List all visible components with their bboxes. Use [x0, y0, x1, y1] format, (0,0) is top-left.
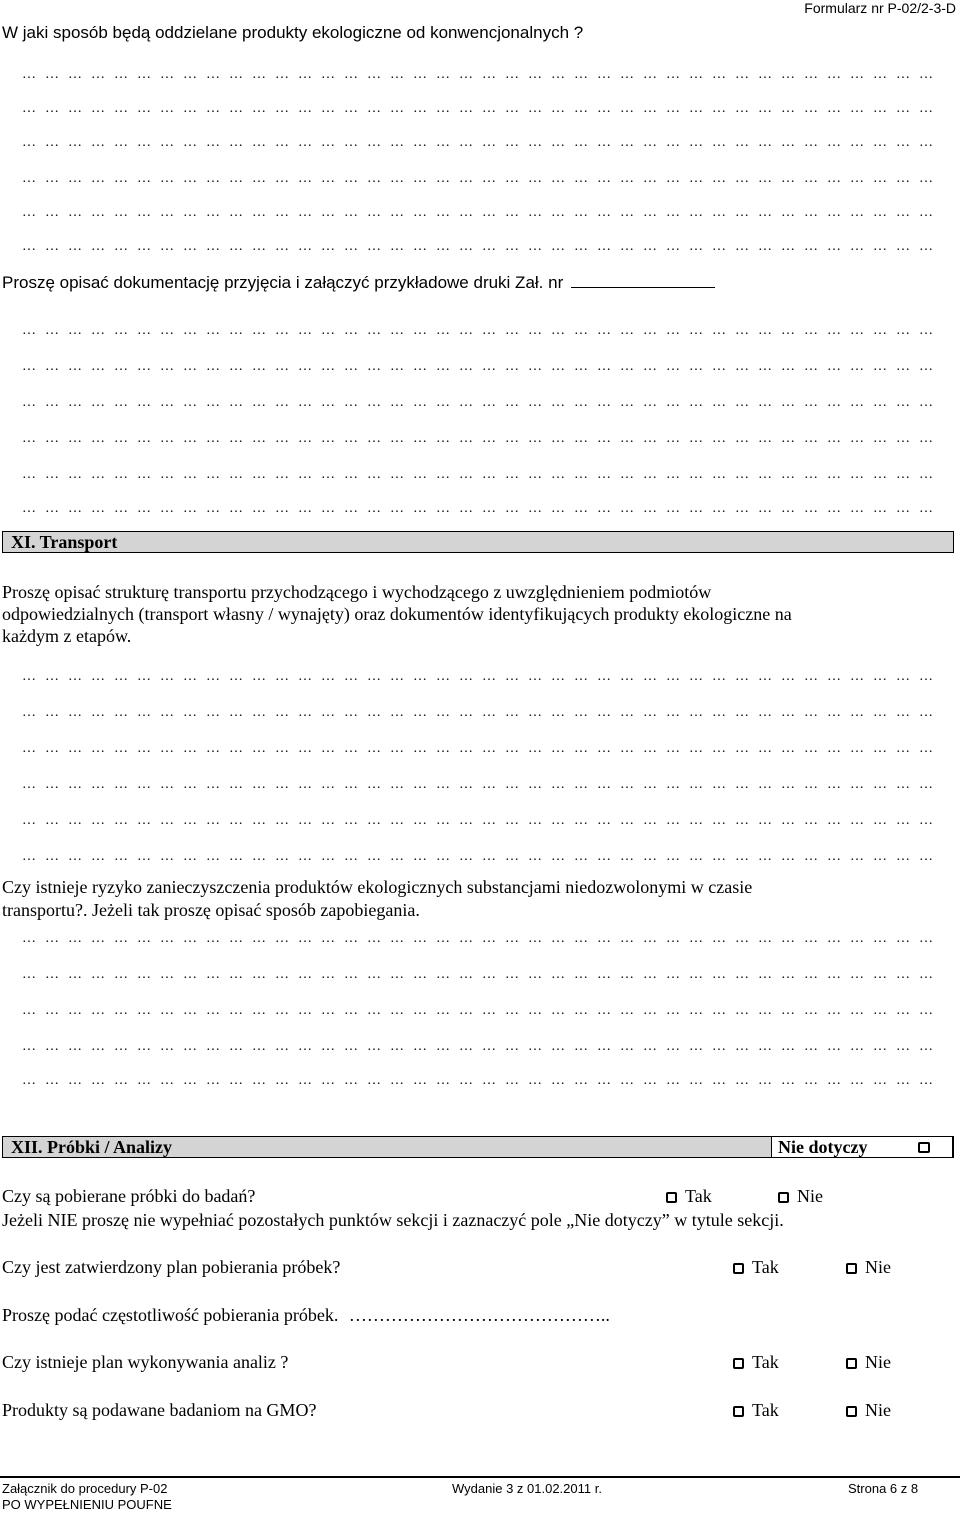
checkbox-icon[interactable]: [666, 1192, 677, 1203]
reception-question: [2, 272, 715, 294]
option-label: Nie: [865, 1400, 891, 1420]
frequency-question: [2, 1304, 610, 1326]
samples-question: Czy są pobierane próbki do badań?: [2, 1186, 256, 1206]
checkbox-icon[interactable]: [846, 1406, 857, 1417]
transport-paragraph-line: każdym z etapów.: [2, 626, 132, 646]
answer-line[interactable]: …………………………………………………………………………………………………………: [22, 136, 942, 150]
answer-line[interactable]: …………………………………………………………………………………………………………: [22, 68, 942, 82]
section-xi-header: [2, 531, 954, 553]
gmo-yes-option[interactable]: [733, 1399, 779, 1421]
frequency-label: Proszę podać częstotliwość pobierania próbek.: [2, 1305, 339, 1325]
transport-paragraph-line: odpowiedzialnych (transport własny / wynajęty) oraz dokumentów identyfikujących produkty ekologiczne na: [2, 604, 792, 624]
plan-yes-option[interactable]: [733, 1256, 779, 1278]
answer-line[interactable]: …………………………………………………………………………………………………………: [22, 932, 942, 946]
option-label: Nie: [797, 1186, 823, 1206]
answer-line[interactable]: …………………………………………………………………………………………………………: [22, 468, 942, 482]
answer-line[interactable]: …………………………………………………………………………………………………………: [22, 502, 942, 516]
question-separation: W jaki sposób będą oddzielane produkty ekologiczne od konwencjonalnych ?: [2, 23, 584, 42]
analysis-no-option[interactable]: [846, 1351, 891, 1373]
form-id: Formularz nr P-02/2-3-D: [804, 0, 956, 16]
frequency-field[interactable]: ……………………………………..: [348, 1305, 610, 1325]
gmo-question: Produkty są podawane badaniom na GMO?: [2, 1400, 317, 1420]
risk-question-line: transportu?. Jeżeli tak proszę opisać sposób zapobiegania.: [2, 900, 420, 920]
answer-line[interactable]: …………………………………………………………………………………………………………: [22, 670, 942, 684]
footer-edition: Wydanie 3 z 01.02.2011 r.: [452, 1481, 602, 1496]
answer-line[interactable]: …………………………………………………………………………………………………………: [22, 814, 942, 828]
option-label: Tak: [685, 1186, 712, 1206]
section-xii-title: XII. Próbki / Analizy: [11, 1137, 173, 1157]
answer-line[interactable]: …………………………………………………………………………………………………………: [22, 172, 942, 186]
plan-question: Czy jest zatwierdzony plan pobierania próbek?: [2, 1257, 341, 1277]
option-label: Tak: [752, 1257, 779, 1277]
not-applicable-label: Nie dotyczy: [778, 1137, 868, 1157]
answer-line[interactable]: …………………………………………………………………………………………………………: [22, 706, 942, 720]
footer-appendix: Załącznik do procedury P-02: [2, 1481, 168, 1496]
option-label: Tak: [752, 1400, 779, 1420]
option-label: Nie: [865, 1352, 891, 1372]
not-applicable-checkbox[interactable]: [918, 1142, 930, 1153]
gmo-no-option[interactable]: [846, 1399, 891, 1421]
answer-line[interactable]: …………………………………………………………………………………………………………: [22, 240, 942, 254]
samples-yes-option[interactable]: [666, 1185, 712, 1207]
section-xii-header: [2, 1136, 954, 1158]
option-label: Nie: [865, 1257, 891, 1277]
answer-line[interactable]: …………………………………………………………………………………………………………: [22, 102, 942, 116]
reception-text: Proszę opisać dokumentację przyjęcia i załączyć przykładowe druki Zał. nr: [2, 273, 564, 292]
option-label: Tak: [752, 1352, 779, 1372]
answer-line[interactable]: …………………………………………………………………………………………………………: [22, 324, 942, 338]
section-xi-title: XI. Transport: [11, 532, 118, 552]
answer-line[interactable]: …………………………………………………………………………………………………………: [22, 396, 942, 410]
answer-line[interactable]: …………………………………………………………………………………………………………: [22, 968, 942, 982]
plan-no-option[interactable]: [846, 1256, 891, 1278]
footer-confidential: PO WYPEŁNIENIU POUFNE: [2, 1497, 172, 1512]
answer-line[interactable]: …………………………………………………………………………………………………………: [22, 1040, 942, 1054]
samples-no-option[interactable]: [778, 1185, 823, 1207]
answer-line[interactable]: …………………………………………………………………………………………………………: [22, 360, 942, 374]
answer-line[interactable]: …………………………………………………………………………………………………………: [22, 778, 942, 792]
answer-line[interactable]: …………………………………………………………………………………………………………: [22, 742, 942, 756]
analysis-plan-question: Czy istnieje plan wykonywania analiz ?: [2, 1352, 289, 1372]
attachment-number-field[interactable]: [571, 273, 715, 288]
analysis-yes-option[interactable]: [733, 1351, 779, 1373]
footer-divider: [0, 1476, 960, 1478]
transport-paragraph-line: Proszę opisać strukturę transportu przychodzącego i wychodzącego z uwzględnieniem podmiotów: [2, 582, 712, 602]
checkbox-icon[interactable]: [733, 1406, 744, 1417]
answer-line[interactable]: …………………………………………………………………………………………………………: [22, 206, 942, 220]
risk-question-line: Czy istnieje ryzyko zanieczyszczenia produktów ekologicznych substancjami niedozwolonymi w czasie: [2, 877, 753, 897]
answer-line[interactable]: …………………………………………………………………………………………………………: [22, 1004, 942, 1018]
answer-line[interactable]: …………………………………………………………………………………………………………: [22, 432, 942, 446]
checkbox-icon[interactable]: [733, 1263, 744, 1274]
checkbox-icon[interactable]: [733, 1358, 744, 1369]
checkbox-icon[interactable]: [846, 1263, 857, 1274]
instruction-text: Jeżeli NIE proszę nie wypełniać pozostałych punktów sekcji i zaznaczyć pole „Nie dotyczy” w tytule sekcji.: [2, 1210, 784, 1230]
checkbox-icon[interactable]: [778, 1192, 789, 1203]
answer-line[interactable]: …………………………………………………………………………………………………………: [22, 1074, 942, 1088]
footer-page-number: Strona 6 z 8: [848, 1481, 919, 1496]
not-applicable-box: [771, 1136, 953, 1158]
checkbox-icon[interactable]: [846, 1358, 857, 1369]
answer-line[interactable]: …………………………………………………………………………………………………………: [22, 850, 942, 864]
